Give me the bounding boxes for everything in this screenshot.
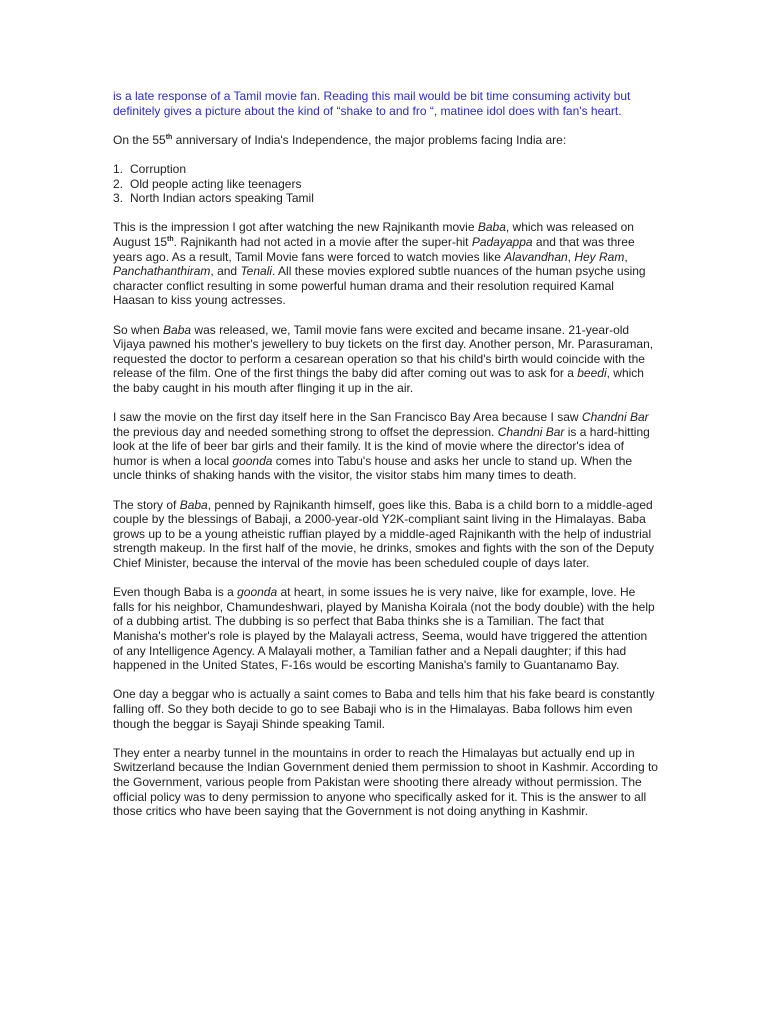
naive-paragraph	[113, 585, 658, 673]
movie-title: Tenali	[240, 264, 273, 279]
movie-title: Baba	[179, 497, 208, 512]
anniversary-text: On the 55	[113, 132, 166, 147]
text-run: The story of	[113, 497, 180, 512]
tunnel-paragraph: They enter a nearby tunnel in the mountains in order to reach the Himalayas but actually end up in Switzerland because the Indian Government denied them permission to shoot in Kashmir. According to the Government, various people from Pakistan were shooting there already without permission. The official policy was to deny permission to anyone who specifically asked for it. This is the answer to all those critics who have been saying that the Government is not doing anything in Kashmir.	[113, 745, 658, 819]
italic-term: goonda	[237, 585, 278, 600]
text-run: So when	[113, 322, 164, 337]
list-item	[113, 191, 658, 206]
text-run: ,	[624, 249, 628, 264]
movie-title: Alavandhan	[504, 249, 568, 264]
text-run: comes into Tabu's house and asks her uncle to stand up. When the uncle thinks of shaking hands with the visitor, the visitor stabs him many times to death.	[113, 453, 633, 483]
document-page	[113, 89, 658, 833]
list-number: 1.	[113, 161, 124, 176]
text-run: is a hard-hitting look at the life of beer bar girls and their family. It is the kind of movie where the director's idea of humor is when a local	[113, 424, 650, 468]
movie-title: Chandni Bar	[497, 424, 565, 439]
list-item-text: North Indian actors speaking Tamil	[130, 191, 314, 206]
text-run: , penned by Rajnikanth himself, goes like this. Baba is a child born to a middle-aged couple by the blessings of Babaji, a 2000-year-old Y2K-compliant saint living in the Himalayas. Baba grows up to be a young atheistic ruffian played by a middle-aged Rajnikanth with the help of industrial strength makeup. In the first half of the movie, he drinks, smokes and fights with the son of the Deputy Chief Minister, because the interval of the movie has been scheduled couple of days later.	[113, 497, 654, 570]
ordinal-suffix: th	[167, 235, 174, 243]
italic-term: goonda	[232, 453, 273, 468]
text-run: , and	[210, 264, 241, 279]
movie-title: Padayappa	[471, 234, 533, 249]
list-item-text: Corruption	[130, 161, 187, 176]
first-day-paragraph	[113, 410, 658, 483]
movie-title: Panchathanthiram	[113, 264, 211, 279]
italic-term: beedi	[577, 366, 607, 381]
text-run: I saw the movie on the first day itself here in the San Francisco Bay Area because I saw	[113, 410, 582, 425]
story-paragraph	[113, 498, 658, 571]
anniversary-text-cont: anniversary of India's Independence, the major problems facing India are:	[172, 132, 567, 147]
ordinal-suffix: th	[165, 133, 173, 141]
text-run: This is the impression I got after watching the new Rajnikanth movie	[113, 220, 478, 235]
movie-title: Hey Ram	[574, 249, 625, 264]
movie-title: Chandni Bar	[581, 410, 649, 425]
text-run: Even though Baba is a	[113, 585, 238, 600]
list-number: 3.	[113, 191, 124, 206]
list-number: 2.	[113, 176, 124, 191]
released-paragraph	[113, 323, 658, 396]
list-item	[113, 162, 658, 177]
anniversary-paragraph	[113, 133, 658, 148]
text-run: , which the baby caught in his mouth after flinging it up in the air.	[113, 366, 644, 395]
list-item	[113, 177, 658, 192]
intro-paragraph: is a late response of a Tamil movie fan. Reading this mail would be bit time consuming activity but definitely gives a picture about the kind of “shake to and fro “, matinee idol does with fan's heart.	[113, 89, 631, 118]
text-run: the previous day and needed something strong to offset the depression.	[113, 424, 498, 439]
text-run: and that was three years ago. As a result, Tamil Movie fans were forced to watch movies like	[113, 234, 635, 264]
text-run: , which was released on August 15	[113, 220, 634, 249]
text-run: . Rajnikanth had not acted in a movie after the super-hit	[173, 234, 472, 249]
movie-title: Baba	[163, 322, 192, 337]
text-run: . All these movies explored subtle nuances of the human psyche using character conflict resulting in some powerful human drama and their resolution required Kamal Haasan to kiss young actresses.	[113, 264, 646, 308]
problems-list	[113, 162, 658, 206]
list-item-text: Old people acting like teenagers	[130, 176, 302, 191]
impression-paragraph	[113, 220, 658, 308]
text-run: ,	[567, 249, 575, 264]
text-run: at heart, in some issues he is very naive, like for example, love. He falls for his neighbor, Chamundeshwari, played by Manisha Koirala (not the body double) with the help of a dubbing artist. The dubbing is so perfect that Baba thinks she is a Tamilian. The fact that Manisha's mother's role is played by the Malayali actress, Seema, would have triggered the attention of any Intelligence Agency. A Malayali mother, a Tamilian father and a Nepali daughter; if this had happened in the United States, F-16s would be escorting Manisha's family to Guantanamo Bay.	[113, 585, 655, 673]
beggar-paragraph: One day a beggar who is actually a saint comes to Baba and tells him that his fake beard is constantly falling off. So they both decide to go to see Babaji who is in the Himalayas. Baba follows him even though the beggar is Sayaji Shinde speaking Tamil.	[113, 687, 655, 731]
text-run: was released, we, Tamil movie fans were excited and became insane. 21-year-old Vijaya pawned his mother's jewellery to buy tickets on the first day. Another person, Mr. Parasuraman, requested the doctor to perform a cesarean operation so that his child's birth would coincide with the release of the film. One of the first things the baby did after coming out was to ask for a	[113, 322, 654, 381]
movie-title: Baba	[477, 220, 506, 235]
